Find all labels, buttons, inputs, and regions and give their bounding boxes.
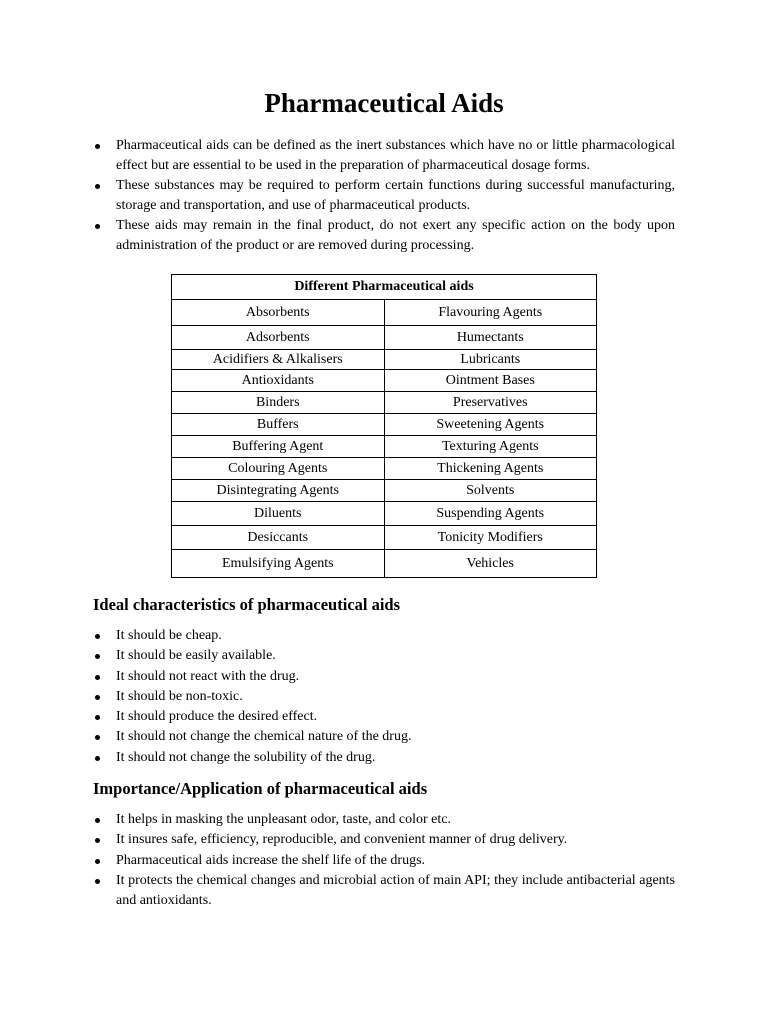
table-cell: Flavouring Agents — [384, 300, 597, 326]
pharmaceutical-aids-table — [171, 274, 597, 578]
table-cell: Emulsifying Agents — [172, 550, 385, 578]
table-row — [172, 550, 597, 578]
table-cell: Texturing Agents — [384, 436, 597, 458]
table-cell: Diluents — [172, 502, 385, 526]
table-cell: Colouring Agents — [172, 458, 385, 480]
table-row — [172, 350, 597, 370]
table-cell: Absorbents — [172, 300, 385, 326]
ideal-characteristics-heading: Ideal characteristics of pharmaceutical aids — [93, 595, 401, 614]
table-cell: Solvents — [384, 480, 597, 502]
intro-point: These aids may remain in the final product, do not exert any specific action on the body upon administration of the product or are removed during processing. — [93, 216, 675, 256]
table-row — [172, 480, 597, 502]
table-row — [172, 436, 597, 458]
page-title: Pharmaceutical Aids — [264, 88, 504, 118]
intro-list — [93, 136, 675, 256]
intro-point: Pharmaceutical aids can be defined as the inert substances which have no or little pharmacological effect but are essential to be used in the preparation of pharmaceutical dosage forms. — [93, 136, 675, 176]
table-cell: Desiccants — [172, 526, 385, 550]
intro-point: These substances may be required to perform certain functions during successful manufacturing, storage and transportation, and use of pharmaceutical products. — [93, 176, 675, 216]
list-item: It should be non-toxic. — [93, 687, 675, 707]
list-item: It helps in masking the unpleasant odor, taste, and color etc. — [93, 810, 675, 830]
table-cell: Lubricants — [384, 350, 597, 370]
table-cell: Tonicity Modifiers — [384, 526, 597, 550]
table-row — [172, 326, 597, 350]
importance-heading: Importance/Application of pharmaceutical aids — [93, 779, 428, 798]
ideal-characteristics-list — [93, 626, 675, 768]
table-row — [172, 502, 597, 526]
table-header-row — [172, 275, 597, 300]
table-row — [172, 370, 597, 392]
list-item: It should not change the solubility of the drug. — [93, 748, 675, 768]
importance-list — [93, 810, 675, 911]
table-cell: Antioxidants — [172, 370, 385, 392]
table-cell: Ointment Bases — [384, 370, 597, 392]
table-row — [172, 392, 597, 414]
list-item: Pharmaceutical aids increase the shelf life of the drugs. — [93, 851, 675, 871]
table-cell: Sweetening Agents — [384, 414, 597, 436]
list-item: It should be easily available. — [93, 646, 675, 666]
list-item: It should not react with the drug. — [93, 667, 675, 687]
table-cell: Suspending Agents — [384, 502, 597, 526]
table-cell: Adsorbents — [172, 326, 385, 350]
list-item: It should not change the chemical nature of the drug. — [93, 727, 675, 747]
table-row — [172, 300, 597, 326]
table-row — [172, 526, 597, 550]
table-cell: Disintegrating Agents — [172, 480, 385, 502]
table-cell: Preservatives — [384, 392, 597, 414]
list-item: It should be cheap. — [93, 626, 675, 646]
table-cell: Acidifiers & Alkalisers — [172, 350, 385, 370]
table-cell: Buffering Agent — [172, 436, 385, 458]
list-item: It protects the chemical changes and microbial action of main API; they include antibacterial agents and antioxidants. — [93, 871, 675, 912]
table-header: Different Pharmaceutical aids — [172, 275, 597, 300]
table-cell: Buffers — [172, 414, 385, 436]
table-cell: Thickening Agents — [384, 458, 597, 480]
table-cell: Vehicles — [384, 550, 597, 578]
table-row — [172, 458, 597, 480]
table-cell: Binders — [172, 392, 385, 414]
table-cell: Humectants — [384, 326, 597, 350]
list-item: It insures safe, efficiency, reproducible, and convenient manner of drug delivery. — [93, 830, 675, 850]
list-item: It should produce the desired effect. — [93, 707, 675, 727]
table-row — [172, 414, 597, 436]
